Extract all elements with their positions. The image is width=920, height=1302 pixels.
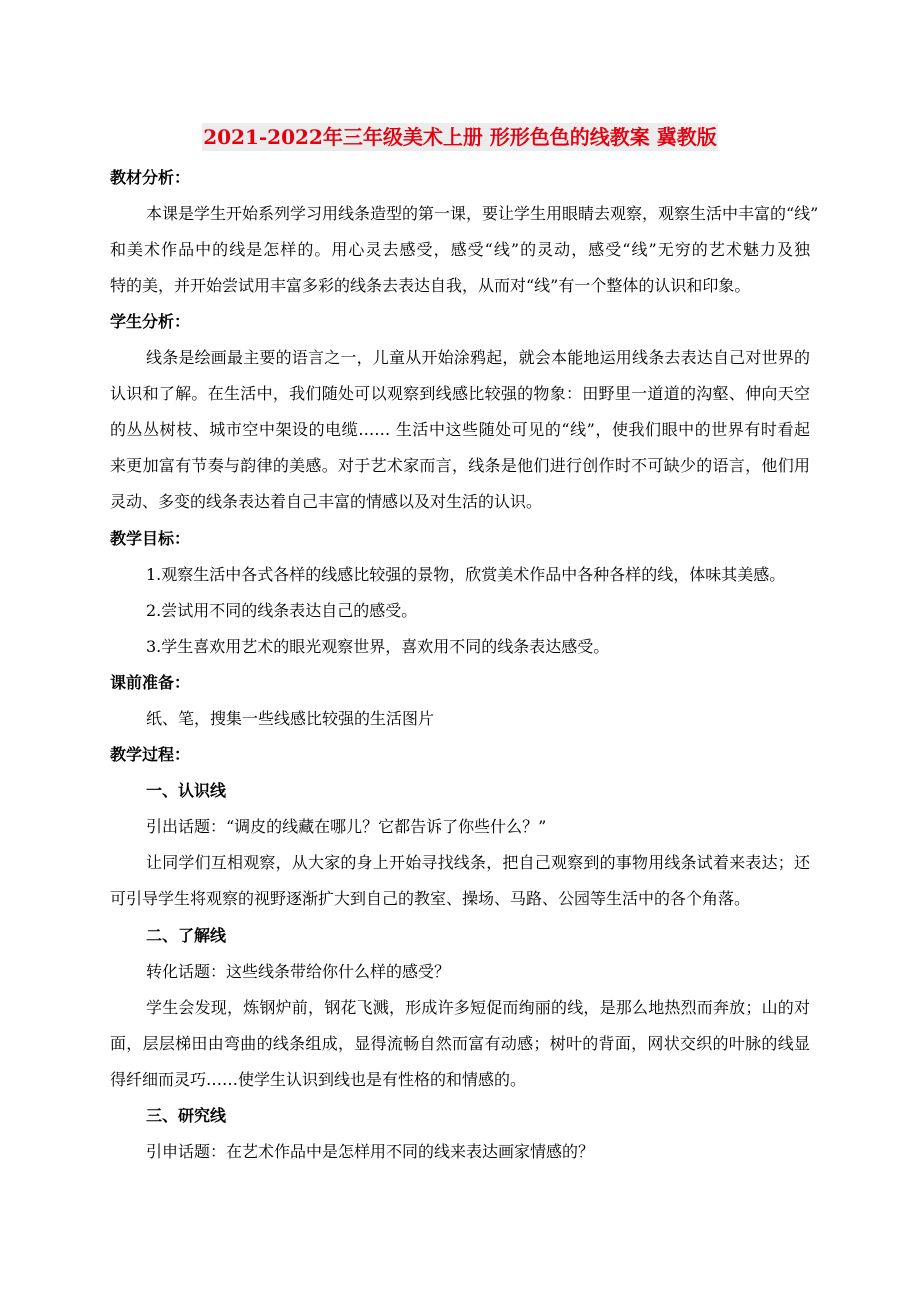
objective-item: 3.学生喜欢用艺术的眼光观察世界，喜欢用不同的线条表达感受。	[146, 637, 610, 656]
paragraph-line: 来更加富有节奏与韵律的美感。对于艺术家而言，线条是他们进行创作时不可缺少的语言，他们用	[110, 456, 810, 475]
paragraph-line: 学生会发现，炼钢炉前，钢花飞溅，形成许多短促而绚丽的线，是那么地热烈而奔放；山的对	[146, 998, 810, 1017]
paragraph-line: 的丛丛树枝、城市空中架设的电缆…… 生活中这些随处可见的“线”，使我们眼中的世界有时看起	[110, 420, 810, 439]
paragraph-line: 本课是学生开始系列学习用线条造型的第一课，要让学生用眼睛去观察，观察生活中丰富的“线”	[146, 204, 819, 223]
paragraph-line: 面，层层梯田由弯曲的线条组成，显得流畅自然而富有动感；树叶的背面，网状交织的叶脉的线显	[110, 1034, 810, 1053]
heading-process: 教学过程：	[110, 745, 191, 764]
objective-item: 1.观察生活中各式各样的线感比较强的景物，欣赏美术作品中各种各样的线，体味其美感。	[146, 565, 786, 584]
paragraph-line: 和美术作品中的线是怎样的。用心灵去感受，感受“线”的灵动，感受“线”无穷的艺术魅力及独	[110, 240, 810, 259]
subheading-part3: 三、研究线	[146, 1106, 227, 1125]
heading-student-analysis: 学生分析：	[110, 312, 191, 331]
subheading-part2: 二、了解线	[146, 926, 227, 945]
subheading-part1: 一、认识线	[146, 781, 227, 800]
heading-preparation: 课前准备：	[110, 673, 191, 692]
topic-line: 转化话题：这些线条带给你什么样的感受？	[146, 962, 451, 981]
topic-line: 引申话题：在艺术作品中是怎样用不同的线来表达画家情感的？	[146, 1142, 595, 1161]
paragraph-line: 得纤细而灵巧……使学生认识到线也是有性格的和情感的。	[110, 1070, 527, 1089]
objective-item: 2.尝试用不同的线条表达自己的感受。	[146, 601, 418, 620]
paragraph-line: 灵动、多变的线条表达着自己丰富的情感以及对生活的认识。	[110, 492, 543, 511]
document-title	[0, 122, 920, 152]
topic-line: 引出话题：“调皮的线藏在哪儿？它都告诉了你些什么？”	[146, 817, 547, 836]
paragraph-line: 认识和了解。在生活中，我们随处可以观察到线感比较强的物象：田野里一道道的沟壑、伸向天空	[110, 384, 810, 403]
heading-material-analysis: 教材分析：	[110, 168, 191, 187]
document-title-text: 2021-2022年三年级美术上册 形形色色的线教案 冀教版	[203, 125, 717, 149]
heading-objectives: 教学目标：	[110, 529, 191, 548]
paragraph-line: 特的美，并开始尝试用丰富多彩的线条去表达自我，从而对“线”有一个整体的认识和印象。	[110, 276, 751, 295]
paragraph-line: 可引导学生将观察的视野逐渐扩大到自己的教室、操场、马路、公园等生活中的各个角落。	[110, 889, 751, 908]
paragraph-line: 线条是绘画最主要的语言之一，儿童从开始涂鸦起，就会本能地运用线条去表达自己对世界的	[146, 348, 810, 367]
paragraph-line: 让同学们互相观察，从大家的身上开始寻找线条，把自己观察到的事物用线条试着来表达；还	[146, 853, 810, 872]
preparation-text: 纸、笔，搜集一些线感比较强的生活图片	[146, 709, 435, 728]
